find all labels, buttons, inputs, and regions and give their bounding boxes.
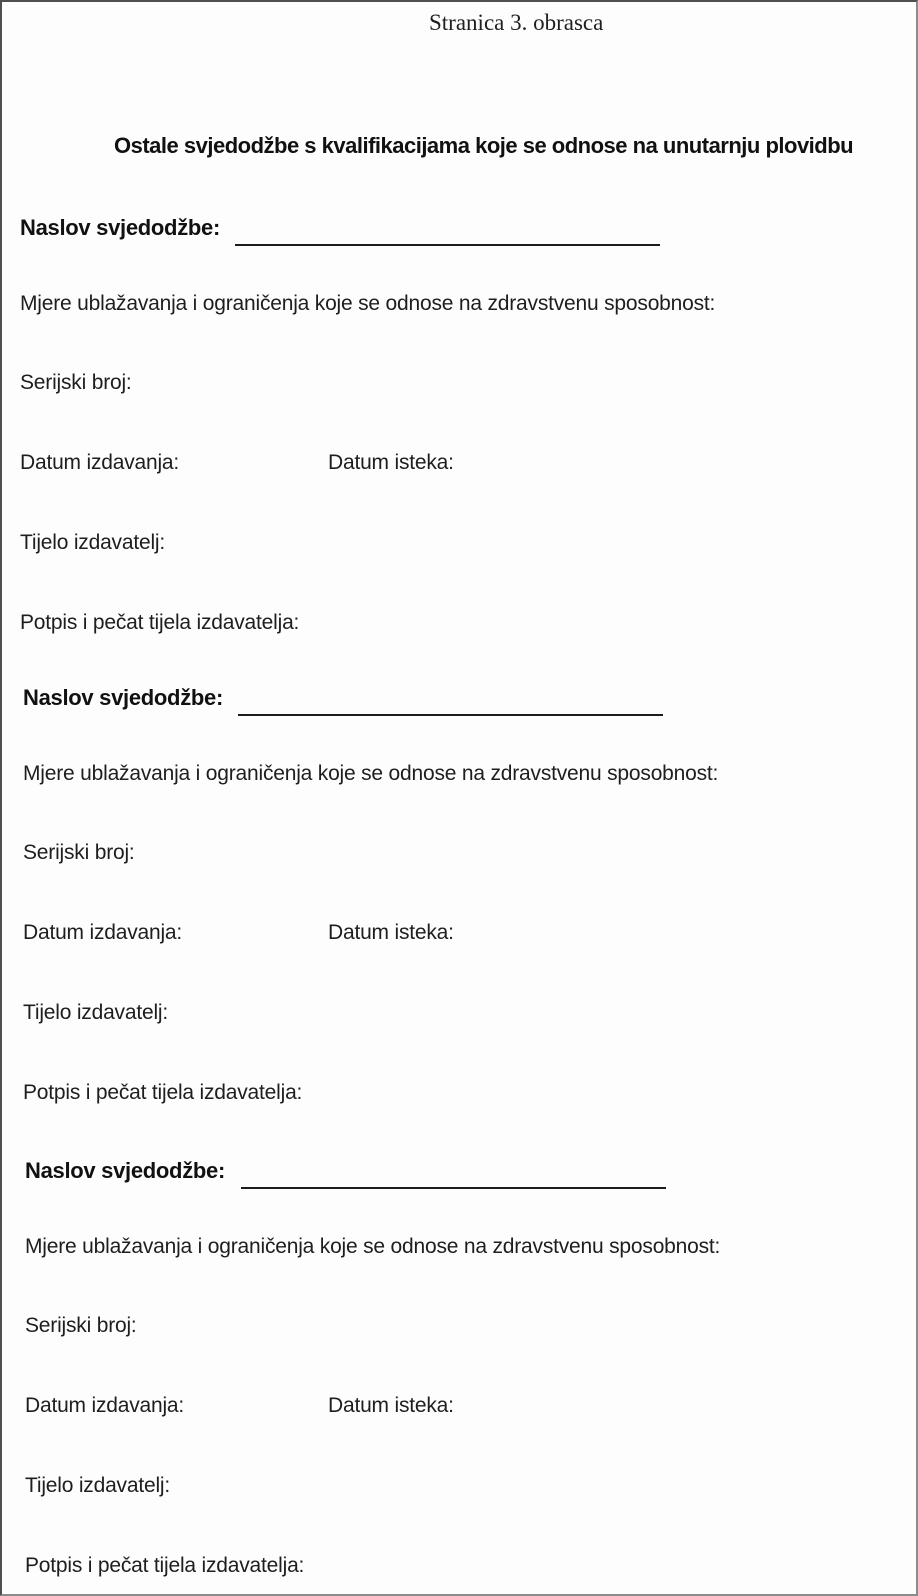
form-title: Ostale svjedodžbe s kvalifikacijama koje se odnose na unutarnju plovidbu bbox=[114, 133, 854, 158]
signature-stamp-label: Potpis i pečat tijela izdavatelja: bbox=[23, 1081, 303, 1104]
certificate-title-blank-line bbox=[238, 714, 663, 716]
certificate-title-label: Naslov svjedodžbe: bbox=[25, 1158, 225, 1183]
medical-fitness-measures-label: Mjere ublažavanja i ograničenja koje se odnose na zdravstvenu sposobnost: bbox=[25, 1235, 721, 1258]
certificate-section-1 bbox=[2, 215, 918, 655]
issuing-body-label: Tijelo izdavatelj: bbox=[20, 531, 166, 554]
issuing-body-label: Tijelo izdavatelj: bbox=[23, 1001, 169, 1024]
certificate-title-label: Naslov svjedodžbe: bbox=[23, 685, 223, 710]
certificate-title-blank-line bbox=[235, 244, 660, 246]
expiry-date-label: Datum isteka: bbox=[328, 921, 454, 944]
signature-stamp-label: Potpis i pečat tijela izdavatelja: bbox=[20, 611, 300, 634]
expiry-date-label: Datum isteka: bbox=[328, 1394, 454, 1417]
medical-fitness-measures-label: Mjere ublažavanja i ograničenja koje se odnose na zdravstvenu sposobnost: bbox=[23, 762, 719, 785]
serial-number-label: Serijski broj: bbox=[20, 371, 132, 394]
issuing-body-label: Tijelo izdavatelj: bbox=[25, 1474, 171, 1497]
certificate-section-2 bbox=[2, 685, 918, 1125]
serial-number-label: Serijski broj: bbox=[25, 1314, 137, 1337]
certificate-section-3 bbox=[2, 1158, 918, 1596]
expiry-date-label: Datum isteka: bbox=[328, 451, 454, 474]
certificate-title-label: Naslov svjedodžbe: bbox=[20, 215, 220, 240]
signature-stamp-label: Potpis i pečat tijela izdavatelja: bbox=[25, 1554, 305, 1577]
issue-date-label: Datum izdavanja: bbox=[23, 921, 183, 944]
medical-fitness-measures-label: Mjere ublažavanja i ograničenja koje se odnose na zdravstvenu sposobnost: bbox=[20, 292, 716, 315]
page-number-header: Stranica 3. obrasca bbox=[429, 10, 604, 35]
issue-date-label: Datum izdavanja: bbox=[25, 1394, 185, 1417]
serial-number-label: Serijski broj: bbox=[23, 841, 135, 864]
certificate-title-blank-line bbox=[241, 1187, 666, 1189]
issue-date-label: Datum izdavanja: bbox=[20, 451, 180, 474]
